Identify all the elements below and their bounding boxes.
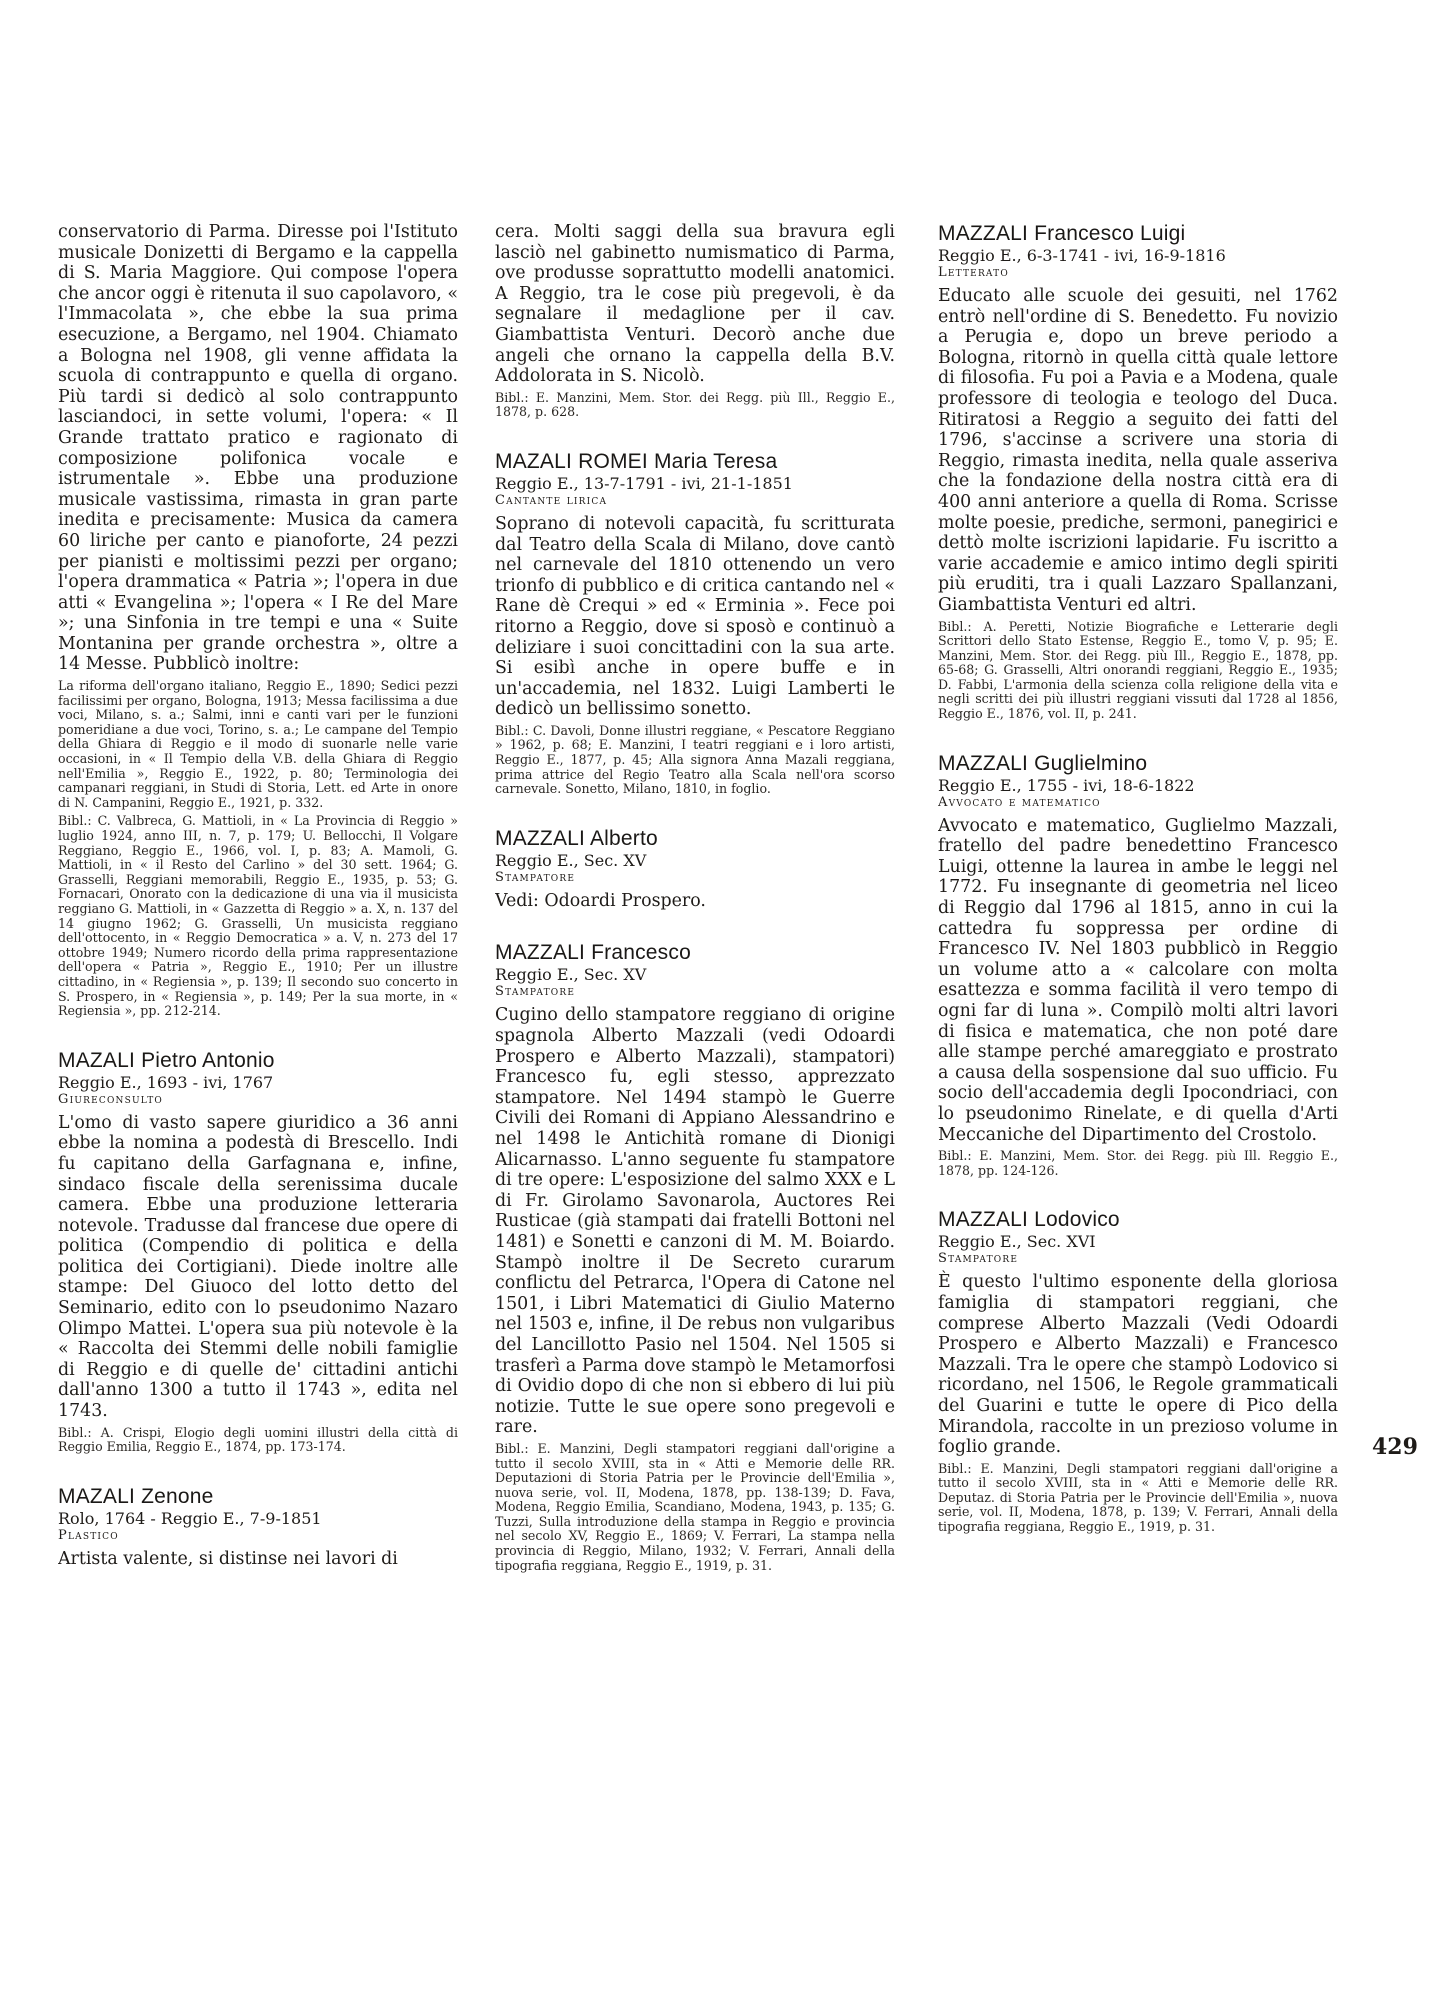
entry-text: Educato alle scuole dei gesuiti, nel 1762 entrò nell'ordine di S. Benedetto. Fu novizio a Perugia e, dopo un breve periodo a Bologna, ritornò in quella città quale lettore di filosofia. Fu poi a Pavia e a Modena, quale professore di teologia e teologo del Duca. Ritiratosi a Reggio a seguito dei fatti del 1796, s'accinse a scrivere una storia di Reggio, rimasta inedita, nella quale asseriva che la fondazione della nostra città era di 400 anni anteriore a quella di Roma. Scrisse molte poesie, prediche, sermoni, panegirici e dettò molte iscrizioni lapidarie. Fu iscritto a varie accademie e amico intimo degli spiriti più eruditi, tra i quali Lazzaro Spallanzani, Giambattista Venturi ed altri.	[938, 286, 1338, 615]
entry-mazzali-alberto	[495, 827, 895, 912]
entry-mazzali-francesco-luigi	[938, 222, 1338, 722]
entry-mazali-zenone	[58, 1485, 458, 1570]
column-middle	[495, 222, 895, 1573]
continued-entry-bibliography: Bibl.: E. Manzini, Mem. Stor. dei Regg. più Ill., Reggio E., 1878, p. 628.	[495, 389, 895, 420]
column-left	[58, 222, 458, 1569]
entry-text: Vedi: Odoardi Prospero.	[495, 890, 706, 911]
page-number: 429	[1372, 1434, 1418, 1460]
entry-role: Plastico	[58, 1527, 119, 1543]
entry-role: Avvocato e matematico	[938, 794, 1101, 810]
entry-role: Stampatore	[495, 869, 576, 885]
entry-bibliography: Bibl.: E. Manzini, Degli stampatori reggiani dall'origine a tutto il secolo XVIII, sta in « Atti e Memorie delle RR. Deputazioni di Storia Patria per le Provincie dell'Emilia », nuova serie, vol. II, Modena, 1878, pp. 138-139; D. Fava, Modena, Reggio Emilia, Scandiano, Modena, 1943, p. 135; G. Tuzzi, Sulla introduzione della stampa in Reggio e provincia nel secolo XV, Reggio E., 1869; V. Ferrari, La stampa nella provincia di Reggio, Milano, 1932; V. Ferrari, Annali della tipografia reggiana, Reggio E., 1919, p. 31.	[495, 1440, 895, 1573]
entry-dates: Reggio E., 1693 - ivi, 1767	[58, 1072, 274, 1092]
entry-bibliography: Bibl.: A. Crispi, Elogio degli uomini illustri della città di Reggio Emilia, Reggio E., 1874, pp. 173-174.	[58, 1424, 458, 1455]
entry-mazzali-francesco	[495, 941, 895, 1573]
entry-name: MAZZALI Guglielmino	[938, 751, 1148, 775]
entry-dates: Reggio E., Sec. XV	[495, 965, 647, 985]
entry-dates: Rolo, 1764 - Reggio E., 7-9-1851	[58, 1508, 322, 1528]
continued-entry-text: cera. Molti saggi della sua bravura egli lasciò nel gabinetto numismatico di Parma, ove produsse soprattutto modelli anatomici. A Reggio, tra le cose più pregevoli, è da segnalare il medaglione per il cav. Giambattista Venturi. Decorò anche due angeli che ornano la cappella della B.V. Addolorata in S. Nicolò.	[495, 222, 895, 387]
entry-text: Soprano di notevoli capacità, fu scritturata dal Teatro della Scala di Milano, dove cantò nel carnevale del 1810 ottenendo un vero trionfo di pubblico e di critica cantando nel « Rane dè Crequi » ed « Erminia ». Fece poi ritorno a Reggio, dove si sposò e continuò a deliziare i suoi concittadini con la sua arte. Si esibì anche in opere buffe e in un'accademia, nel 1832. Luigi Lamberti le dedicò un bellissimo sonetto.	[495, 513, 895, 720]
entry-mazali-pietro-antonio	[58, 1049, 458, 1455]
entry-name: MAZZALI Francesco Luigi	[938, 222, 1186, 245]
entry-dates: Reggio E., 1755 - ivi, 18-6-1822	[938, 775, 1195, 795]
entry-dates: Reggio E., Sec. XVI	[938, 1232, 1096, 1252]
entry-role: Cantante lirica	[495, 492, 608, 508]
entry-mazali-romei-maria-teresa	[495, 450, 895, 797]
entry-dates: Reggio E., 13-7-1791 - ivi, 21-1-1851	[495, 473, 793, 493]
entry-role: Stampatore	[938, 1251, 1019, 1267]
entry-bibliography: Bibl.: E. Manzini, Mem. Stor. dei Regg. più Ill. Reggio E., 1878, pp. 124-126.	[938, 1148, 1338, 1178]
entry-dates: Reggio E., Sec. XV	[495, 850, 647, 870]
entry-name: MAZZALI Lodovico	[938, 1208, 1120, 1232]
column-right	[938, 222, 1338, 1535]
entry-text: Cugino dello stampatore reggiano di origine spagnola Alberto Mazzali (vedi Odoardi Prospero e Alberto Mazzali), stampatori) Francesco fu, egli stesso, apprezzato stampatore. Nel 1494 stampò le Guerre Civili dei Romani di Appiano Alessandrino e nel 1498 le Antichità romane di Dionigi Alicarnasso. L'anno seguente fu stampatore di tre opere: L'esposizione del salmo XXX e L di Fr. Girolamo Savonarola, Auctores Rei Rusticae (già stampati dai fratelli Bottoni nel 1481) e Sonetti e canzoni di M. M. Boiardo. Stampò inoltre il De Secreto curarum conflictu del Petrarca, l'Opera di Catone nel 1501, i Libri Matematici di Giulio Materno nel 1503 e, infine, il De rebus non vulgaribus del Lancillotto Pasio nel 1504. Nel 1505 si trasferì a Parma dove stampò le Metamorfosi di Ovidio dopo di che non si ebbero di lui più notizie. Tutte le sue opere sono pregevoli e rare.	[495, 1005, 895, 1438]
entry-role: Giureconsulto	[58, 1091, 163, 1107]
continued-entry-works: La riforma dell'organo italiano, Reggio E., 1890; Sedici pezzi facilissimi per organo, Bologna, 1913; Messa facilissima a due voci, Milano, s. a.; Salmi, inni e canti vari per le funzioni pomeridiane a due voci, Torino, s. a.; Le campane del Tempio della Ghiara di Reggio e il modo di suonarle nelle varie occasioni, in « Il Tempio della V.B. della Ghiara di Reggio nell'Emilia », Reggio E., 1922, p. 80; Terminologia dei campanari reggiani, in Studi di Storia, Lett. ed Arte in onore di N. Campanini, Reggio E., 1921, p. 332.	[58, 678, 458, 810]
entry-text: L'omo di vasto sapere giuridico a 36 anni ebbe la nomina a podestà di Brescello. Indi fu capitano della Garfagnana e, infine, sindaco fiscale della serenissima ducale camera. Ebbe una produzione letteraria notevole. Tradusse dal francese due opere di politica (Compendio di politica e della politica dei Cortigiani). Diede inoltre alle stampe: Del Giuoco del lotto detto del Seminario, edito con lo pseudonimo Nazaro Olimpo Mattei. L'opera sua più notevole è la « Raccolta dei Stemmi delle nobili famiglie di Reggio e di quelle de' cittadini antichi dall'anno 1300 a tutto il 1743 », edita nel 1743.	[58, 1112, 458, 1422]
entry-role: Letterato	[938, 265, 1009, 280]
entry-bibliography: Bibl.: A. Peretti, Notizie Biografiche e Letterarie degli Scrittori dello Stato Estense, Reggio E., tomo V, p. 95; E. Manzini, Mem. Stor. dei Regg. più Ill., Reggio E., 1878, pp. 65-68; G. Grasselli, Altri onorandi reggiani, Reggio E., 1935; D. Fabbi, L'armonia della scienza colla religione della vita e negli scritti dei più illustri reggiani vissuti dal 1728 al 1856, Reggio E., 1876, vol. II, p. 241.	[938, 618, 1338, 722]
entry-role: Stampatore	[495, 984, 576, 1000]
entry-name: MAZALI Zenone	[58, 1484, 214, 1508]
entry-bibliography: Bibl.: C. Davoli, Donne illustri reggiane, « Pescatore Reggiano » 1962, p. 68; E. Manzini, I teatri reggiani e i loro artisti, Reggio E., 1877, p. 45; Alla signora Anna Mazali reggiana, prima attrice del Regio Teatro alla Scala nell'ora scorso carnevale. Sonetto, Milano, 1810, in foglio.	[495, 722, 895, 797]
entry-name: MAZZALI Francesco	[495, 941, 691, 965]
entry-mazzali-guglielmino	[938, 752, 1338, 1179]
entry-name: MAZALI Pietro Antonio	[58, 1048, 275, 1072]
entry-bibliography: Bibl.: E. Manzini, Degli stampatori reggiani dall'origine a tutto il secolo XVIII, sta in « Atti e Memorie delle RR. Deputaz. di Storia Patria per le Provincie dell'Emilia », nuova serie, vol. II, Modena, 1878, p. 139; V. Ferrari, Annali della tipografia reggiana, Reggio E., 1919, p. 31.	[938, 1460, 1338, 1535]
entry-name: MAZALI ROMEI Maria Teresa	[495, 449, 778, 473]
entry-text: Avvocato e matematico, Guglielmo Mazzali, fratello del padre benedettino Francesco Luigi, ottenne la laurea in ambe le leggi nel 1772. Fu insegnante di geometria nel liceo di Reggio dal 1796 al 1815, anno in cui la cattedra fu soppressa per ordine di Francesco IV. Nel 1803 pubblicò in Reggio un volume atto a « calcolare con molta esattezza e somma facilità il vero tempo di ogni far di luna ». Compilò molti altri lavori di fisica e matematica, che non poté dare alle stampe perché amareggiato e prostrato a causa della sospensione dal suo ufficio. Fu socio dell'accademia degli Ipocondriaci, con lo pseudonimo Rinelate, e di quella d'Arti Meccaniche del Dipartimento del Crostolo.	[938, 815, 1338, 1145]
entry-name: MAZZALI Alberto	[495, 826, 658, 850]
entry-dates: Reggio E., 6-3-1741 - ivi, 16-9-1816	[938, 246, 1226, 265]
entry-text: È questo l'ultimo esponente della gloriosa famiglia di stampatori reggiani, che comprese Alberto Mazzali (Vedi Odoardi Prospero e Alberto Mazzali) e Francesco Mazzali. Tra le opere che stampò Lodovico si ricordano, nel 1506, le Regole grammaticali del Guarini e tutte le opere di Pico della Mirandola, raccolte in un prezioso volume in foglio grande.	[938, 1272, 1338, 1458]
continued-entry-bibliography: Bibl.: C. Valbreca, G. Mattioli, in « La Provincia di Reggio » luglio 1924, anno III, n. 7, p. 179; U. Bellocchi, Il Volgare Reggiano, Reggio E., 1966, vol. I, p. 83; A. Mamoli, G. Mattioli, in « il Resto del Carlino » del 30 sett. 1964; G. Grasselli, Reggiani memorabili, Reggio E., 1935, p. 53; G. Fornacari, Onorato con la dedicazione di una via il musicista reggiano G. Mattioli, in « Gazzetta di Reggio » a. X, n. 137 del 14 giugno 1962; G. Grasselli, Un musicista reggiano dell'ottocento, in « Reggio Democratica » a. V, n. 273 del 17 ottobre 1949; Numero ricordo della prima rappresentazione dell'opera « Patria », Reggio E., 1910; Per un illustre cittadino, in « Regiensia », p. 139; Il secondo suo concerto in S. Prospero, in « Regiensia », p. 149; Per la sua morte, in « Regiensia », pp. 212-214.	[58, 813, 458, 1019]
continued-entry-text: conservatorio di Parma. Diresse poi l'Istituto musicale Donizetti di Bergamo e la cappella di S. Maria Maggiore. Qui compose l'opera che ancor oggi è ritenuta il suo capolavoro, « l'Immacolata », che ebbe la sua prima esecuzione, a Bergamo, nel 1904. Chiamato a Bologna nel 1908, gli venne affidata la scuola di contrappunto e quella di organo. Più tardi si dedicò al solo contrappunto lasciandoci, in sette volumi, l'opera: « Il Grande trattato pratico e ragionato di composizione polifonica vocale e istrumentale ». Ebbe una produzione musicale vastissima, rimasta in gran parte inedita e precisamente: Musica da camera 60 liriche per canto e pianoforte, 24 pezzi per pianisti e moltissimi pezzi per organo; l'opera drammatica « Patria »; l'opera in due atti « Evangelina »; l'opera « I Re del Mare »; una Sinfonia in tre tempi e una « Suite Montanina per grande orchestra », oltre a 14 Messe. Pubblicò inoltre:	[58, 222, 458, 675]
entry-mazzali-lodovico	[938, 1208, 1338, 1534]
entry-text: Artista valente, si distinse nei lavori di	[58, 1548, 398, 1569]
